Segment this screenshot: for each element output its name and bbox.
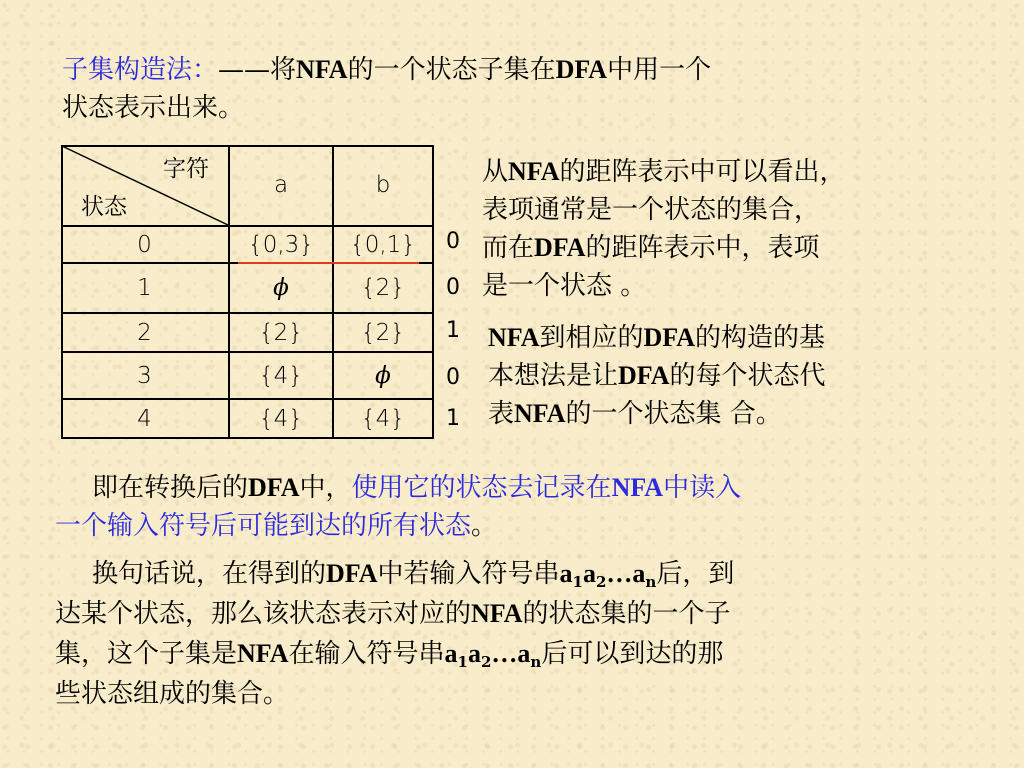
side-2: 1 [446,318,460,343]
row-0-b: {0,1} [350,231,416,258]
row-2-b: {2} [361,319,405,346]
title-line-2: 状态表示出来。 [62,93,245,123]
para1-line-1: 即在转换后的DFA中，使用它的状态去记录在NFA中读入 [92,473,742,503]
side-4: 1 [446,406,460,431]
row-1-state: 1 [137,275,152,301]
para2-line-2: 达某个状态，那么该状态表示对应的NFA的状态集的一个子 [55,599,731,629]
side-3: 0 [446,365,460,390]
header-col-b: b [375,172,391,198]
header-state-label: 状态 [81,193,127,220]
row-2-state: 2 [137,319,152,346]
right-p1-line-2: 表项通常是一个状态的集合， [482,195,821,225]
row-3-a: {4} [259,362,303,389]
row-4-b: {4} [361,405,405,432]
term-subset-construction: 子集构造法 [62,55,193,85]
right-p2-line-2: 本想法是让DFA的每个状态代 [488,361,826,391]
row-0-a: {0,3} [248,231,314,258]
para2-line-1: 换句话说，在得到的DFA中若输入符号串$a_1a_2\dots a_n$后，到 [92,559,735,591]
header-col-a: a [273,172,289,198]
para2-line-4: 些状态组成的集合。 [55,679,290,709]
right-p1-line-3: 而在DFA的距阵表示中，表项 [482,233,820,263]
right-p1-line-1: 从NFA的距阵表示中可以看出， [482,157,846,187]
row-0-state: 0 [137,231,152,258]
para2-line-3: 集，这个子集是NFA在输入符号串$a_1a_2\dots a_n$后可以到达的那 [55,639,724,671]
row-3-state: 3 [137,362,152,389]
header-char-label: 字符 [163,155,209,182]
right-p2-line-1: NFA到相应的DFA的构造的基 [488,323,826,353]
title-line-1: 子集构造法：——将NFA的一个状态子集在DFA中用一个 [62,55,712,85]
row-3-b: ϕ [375,362,391,389]
red-underline [238,262,419,264]
row-4-state: 4 [137,405,152,432]
para1-line-2: 一个输入符号后可能到达的所有状态。 [55,511,498,541]
row-1-a: ϕ [273,275,289,301]
row-1-b: {2} [361,275,405,301]
side-1: 0 [446,275,460,300]
transition-table [61,145,434,439]
right-p2-line-3: 表NFA的一个状态集 合。 [488,399,782,429]
row-4-a: {4} [259,405,303,432]
right-p1-line-4: 是一个状态 。 [482,271,647,301]
side-0: 0 [446,229,460,254]
row-2-a: {2} [259,319,303,346]
